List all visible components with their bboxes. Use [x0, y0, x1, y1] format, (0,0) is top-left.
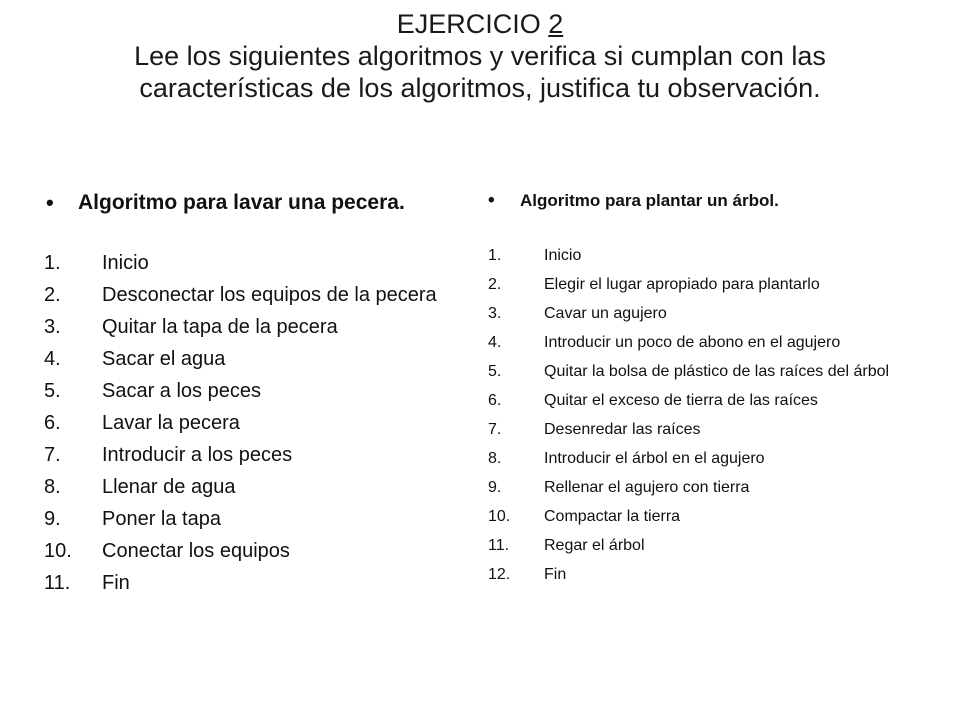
step-number: 6. [44, 412, 61, 434]
step-text: Conectar los equipos [102, 540, 290, 562]
step-text: Quitar la tapa de la pecera [102, 316, 338, 338]
step-number: 7. [488, 421, 502, 438]
list-item [488, 420, 938, 439]
step-text: Fin [102, 572, 130, 594]
step-text: Fin [544, 566, 567, 583]
step-number: 2. [488, 276, 502, 293]
step-number: 8. [488, 450, 502, 467]
step-text: Quitar la bolsa de plástico de las raíces del árbol [544, 363, 890, 380]
step-text: Elegir el lugar apropiado para plantarlo [544, 276, 820, 293]
list-item [44, 380, 464, 403]
title-line-2: Lee los siguientes algoritmos y verifica si cumplan con las [134, 41, 826, 71]
step-text: Desenredar las raíces [544, 421, 701, 438]
step-text: Introducir a los peces [102, 444, 293, 466]
list-item [44, 284, 464, 307]
title-prefix: EJERCICIO [396, 9, 549, 39]
step-text: Cavar un agujero [544, 305, 667, 322]
list-item [488, 536, 938, 555]
step-number: 1. [488, 247, 502, 264]
step-number: 10. [488, 508, 511, 525]
step-number: 5. [488, 363, 502, 380]
right-steps-list [488, 246, 938, 584]
list-item [488, 246, 938, 265]
list-item [488, 449, 938, 468]
step-text: Lavar la pecera [102, 412, 240, 434]
list-item [488, 391, 938, 410]
list-item [488, 333, 938, 352]
step-number: 9. [488, 479, 502, 496]
step-number: 5. [44, 380, 61, 402]
step-text: Llenar de agua [102, 476, 236, 498]
step-number: 3. [488, 305, 502, 322]
step-number: 1. [44, 252, 61, 274]
list-item [44, 572, 464, 595]
step-number: 11. [44, 572, 71, 594]
list-item [488, 565, 938, 584]
step-text: Introducir un poco de abono en el agujero [544, 334, 841, 351]
left-steps-list [44, 252, 464, 595]
step-number: 4. [488, 334, 502, 351]
left-heading: Algoritmo para lavar una pecera. [78, 191, 405, 214]
step-number: 11. [488, 537, 510, 554]
slide-title [20, 8, 940, 104]
step-number: 3. [44, 316, 61, 338]
list-item [488, 478, 938, 497]
list-item [488, 362, 938, 381]
step-number: 6. [488, 392, 502, 409]
step-text: Regar el árbol [544, 537, 645, 554]
step-number: 9. [44, 508, 61, 530]
list-item [44, 540, 464, 563]
right-heading: Algoritmo para plantar un árbol. [520, 191, 779, 210]
list-item [44, 348, 464, 371]
left-heading-item [44, 188, 464, 218]
title-line-3: características de los algoritmos, justifica tu observación. [139, 73, 821, 103]
step-number: 2. [44, 284, 61, 306]
step-text: Desconectar los equipos de la pecera [102, 284, 437, 306]
bullet-icon: • [46, 190, 54, 215]
title-line-1 [20, 8, 940, 40]
step-text: Rellenar el agujero con tierra [544, 479, 750, 496]
left-column [44, 188, 464, 604]
step-text: Quitar el exceso de tierra de las raíces [544, 392, 818, 409]
step-number: 12. [488, 566, 511, 583]
list-item [44, 444, 464, 467]
step-text: Sacar a los peces [102, 380, 261, 402]
step-number: 8. [44, 476, 61, 498]
list-item [488, 304, 938, 323]
step-text: Introducir el árbol en el agujero [544, 450, 765, 467]
list-item [44, 508, 464, 531]
step-number: 4. [44, 348, 61, 370]
list-item [44, 316, 464, 339]
exercise-number: 2 [548, 9, 564, 39]
step-text: Poner la tapa [102, 508, 221, 530]
list-item [44, 476, 464, 499]
list-item [44, 412, 464, 435]
list-item [488, 275, 938, 294]
list-item [488, 507, 938, 526]
right-heading-item [488, 188, 938, 214]
step-text: Inicio [544, 247, 582, 264]
step-number: 7. [44, 444, 61, 466]
step-text: Compactar la tierra [544, 508, 681, 525]
right-column [488, 188, 938, 594]
list-item [44, 252, 464, 275]
step-number: 10. [44, 540, 72, 562]
step-text: Inicio [102, 252, 149, 274]
step-text: Sacar el agua [102, 348, 226, 370]
bullet-icon: • [488, 190, 495, 211]
